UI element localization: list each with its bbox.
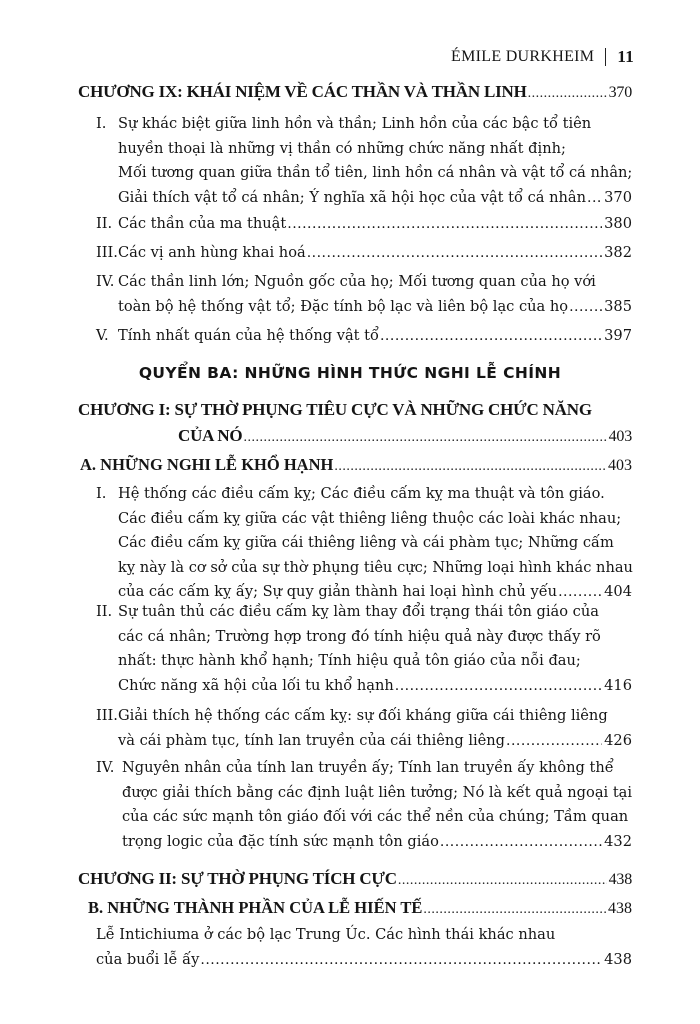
entry-page: 438 — [604, 950, 632, 968]
toc-entry-ix-5[interactable] — [96, 324, 632, 349]
entry-number: I. — [96, 115, 107, 132]
dot-leader — [423, 902, 606, 918]
dot-leader — [307, 241, 602, 266]
section-a-heading[interactable] — [80, 455, 632, 475]
entry-line: của buổi lễ ấy — [96, 950, 200, 968]
toc-entry-ix-1[interactable] — [96, 112, 632, 212]
entry-number: I. — [96, 485, 107, 502]
entry-number: III. — [96, 707, 118, 724]
entry-line: Mối tương quan giữa thần tổ tiên, linh hồn cá nhân và vật tổ cá nhân; — [118, 164, 633, 182]
entry-line: Các thần linh lớn; Nguồn gốc của họ; Mối tương quan của họ với — [118, 273, 596, 290]
entry-line: Chức năng xã hội của lối tu khổ hạnh — [118, 676, 394, 694]
entry-line: Giải thích vật tổ cá nhân; Ý nghĩa xã hội học của vật tổ cá nhân — [118, 188, 587, 206]
entry-number: II. — [96, 215, 113, 232]
chapter-ix-heading[interactable] — [78, 82, 632, 102]
chapter-ix-page: 370 — [608, 84, 632, 101]
toc-entry-ix-3[interactable] — [96, 241, 632, 266]
chapter-i-title: CHƯƠNG I: SỰ THỜ PHỤNG TIÊU CỰC VÀ NHỮNG CHỨC NĂNG — [78, 400, 592, 419]
chapter-ii-heading[interactable] — [78, 869, 632, 889]
entry-line: toàn bộ hệ thống vật tổ; Đặc tính bộ lạc và liên bộ lạc của họ — [118, 297, 569, 315]
entry-line: trọng logic của đặc tính sức mạnh tôn giáo — [122, 832, 439, 850]
chapter-i-heading-line1[interactable] — [78, 400, 592, 420]
entry-page: 385 — [604, 297, 632, 315]
entry-line: của các cấm kỵ ấy; Sự quy giản thành hai loại hình chủ yếu — [118, 583, 558, 601]
dot-leader — [380, 324, 602, 349]
entry-page: 432 — [604, 832, 632, 850]
entry-page: 380 — [604, 215, 632, 232]
entry-page: 382 — [604, 244, 632, 261]
entry-line: Nguyên nhân của tính lan truyền ấy; Tính lan truyền ấy không thể — [122, 759, 614, 776]
toc-entry-ix-2[interactable] — [96, 212, 632, 237]
section-b-heading[interactable] — [88, 898, 632, 918]
entry-line: của các sức mạnh tôn giáo đối với các thể nền của chúng; Tầm quan — [122, 808, 629, 826]
entry-line: Hệ thống các điều cấm kỵ; Các điều cấm kỵ ma thuật và tôn giáo. — [118, 485, 605, 502]
entry-line: Sự tuân thủ các điều cấm kỵ làm thay đổi trạng thái tôn giáo của — [118, 603, 599, 620]
dot-leader — [506, 729, 602, 754]
chapter-i-page: 403 — [608, 428, 632, 445]
chapter-ii-title: CHƯƠNG II: SỰ THỜ PHỤNG TÍCH CỰC — [78, 869, 397, 888]
entry-number: II. — [96, 603, 113, 620]
entry-line: nhất: thực hành khổ hạnh; Tính hiệu quả tôn giáo của nỗi đau; — [118, 652, 581, 670]
author-name: ÉMILE DURKHEIM — [451, 48, 595, 65]
entry-page: 370 — [604, 188, 632, 206]
chapter-i-heading-line2[interactable] — [178, 426, 632, 446]
entry-number: V. — [96, 327, 109, 344]
dot-leader — [395, 674, 602, 699]
entry-line: Giải thích hệ thống các cấm kỵ: sự đối kháng giữa cái thiêng liêng — [118, 707, 608, 724]
dot-leader — [243, 430, 606, 446]
entry-line: Các điều cấm kỵ giữa cái thiêng liêng và cái phàm tục; Những cấm — [118, 534, 614, 552]
entry-line: Lễ Intichiuma ở các bộ lạc Trung Úc. Các hình thái khác nhau — [96, 926, 556, 943]
entry-line: Tính nhất quán của hệ thống vật tổ — [118, 327, 379, 344]
entry-number: IV. — [96, 759, 115, 776]
header-divider — [605, 48, 606, 66]
dot-leader — [334, 459, 606, 475]
section-a-page: 403 — [608, 457, 632, 474]
chapter-ii-page: 438 — [608, 871, 632, 888]
chapter-ix-title: CHƯƠNG IX: KHÁI NIỆM VỀ CÁC THẦN VÀ THẦN LINH — [78, 82, 527, 101]
dot-leader — [287, 212, 602, 237]
entry-line: huyền thoại là những vị thần có những chức năng nhất định; — [118, 139, 566, 157]
page-number: 11 — [617, 47, 634, 66]
entry-line: Các vị anh hùng khai hoá — [118, 244, 306, 261]
part-title: QUYỂN BA: NHỮNG HÌNH THỨC NGHI LỄ CHÍNH — [138, 364, 562, 382]
dot-leader — [569, 295, 602, 320]
toc-entry-i-1[interactable] — [96, 482, 632, 606]
toc-entry-i-2[interactable] — [96, 600, 632, 700]
entry-line: các cá nhân; Trường hợp trong đó tính hiệu quả này được thấy rõ — [118, 627, 601, 645]
entry-number: IV. — [96, 273, 115, 290]
section-a-title: A. NHỮNG NGHI LỄ KHỔ HẠNH — [80, 455, 334, 474]
dot-leader — [440, 830, 602, 855]
entry-line: kỵ này là cơ sở của sự thờ phụng tiêu cực; Những loại hình khác nhau — [118, 558, 633, 576]
entry-number: III. — [96, 244, 118, 261]
toc-entry-ii-1[interactable] — [96, 923, 632, 973]
section-b-page: 438 — [608, 900, 632, 917]
running-head — [451, 47, 634, 67]
section-b-title: B. NHỮNG THÀNH PHẦN CỦA LỄ HIẾN TẾ — [88, 898, 423, 917]
dot-leader — [528, 86, 607, 102]
entry-line: được giải thích bằng các định luật liên tưởng; Nó là kết quả ngoại tại — [122, 783, 633, 801]
toc-entry-ix-4[interactable] — [96, 270, 632, 320]
dot-leader — [398, 873, 607, 889]
entry-page: 404 — [604, 583, 632, 601]
toc-entry-i-3[interactable] — [96, 704, 632, 754]
entry-line: và cái phàm tục, tính lan truyền của cái thiêng liêng — [118, 731, 506, 749]
chapter-i-title-cont: CỦA NÓ — [178, 426, 243, 445]
entry-line: Các điều cấm kỵ giữa các vật thiêng liêng thuộc các loài khác nhau; — [118, 509, 622, 527]
entry-page: 397 — [604, 327, 632, 344]
entry-line: Sự khác biệt giữa linh hồn và thần; Linh hồn của các bậc tổ tiên — [118, 115, 592, 132]
entry-page: 416 — [604, 676, 632, 694]
entry-page: 426 — [604, 731, 632, 749]
toc-entry-i-4[interactable] — [96, 756, 632, 856]
dot-leader — [200, 948, 602, 973]
entry-line: Các thần của ma thuật — [118, 215, 287, 232]
dot-leader — [587, 186, 602, 211]
